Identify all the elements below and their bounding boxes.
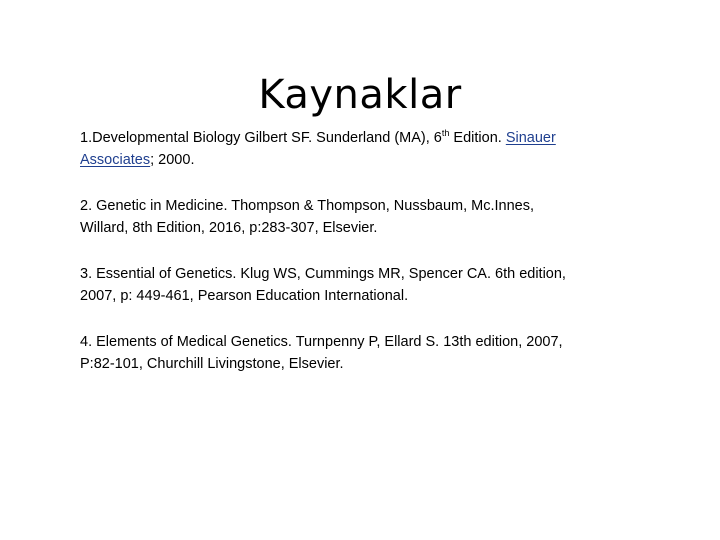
- reference-1-line-1: [80, 127, 640, 149]
- reference-1-line-2: [80, 149, 640, 171]
- reference-item-3: [80, 263, 640, 307]
- reference-2-line-2: Willard, 8th Edition, 2016, p:283-307, Elsevier.: [80, 220, 378, 236]
- reference-item-1: [80, 127, 640, 171]
- reference-list: [80, 127, 640, 399]
- reference-1-ordinal-suffix: th: [441, 128, 450, 138]
- slide-title: Kaynaklar: [258, 71, 462, 118]
- reference-item-4: [80, 331, 640, 375]
- reference-item-2: [80, 195, 640, 239]
- reference-4-line-1: 4. Elements of Medical Genetics. Turnpenny P, Ellard S. 13th edition, 2007,: [80, 334, 563, 350]
- reference-1-year: ; 2000.: [150, 152, 195, 168]
- publisher-link[interactable]: Sinauer: [505, 130, 556, 146]
- reference-3-line-2: 2007, p: 449-461, Pearson Education International.: [80, 288, 409, 304]
- reference-3-line-1: 3. Essential of Genetics. Klug WS, Cummings MR, Spencer CA. 6th edition,: [80, 266, 566, 282]
- reference-4-line-2: P:82-101, Churchill Livingstone, Elsevier.: [80, 356, 344, 372]
- reference-2-line-1: 2. Genetic in Medicine. Thompson & Thompson, Nussbaum, Mc.Innes,: [80, 198, 535, 214]
- publisher-link-continued[interactable]: Associates: [80, 152, 151, 168]
- reference-1-text: 1.Developmental Biology Gilbert SF. Sunderland (MA), 6: [80, 130, 442, 146]
- reference-1-edition-text: Edition.: [449, 130, 506, 146]
